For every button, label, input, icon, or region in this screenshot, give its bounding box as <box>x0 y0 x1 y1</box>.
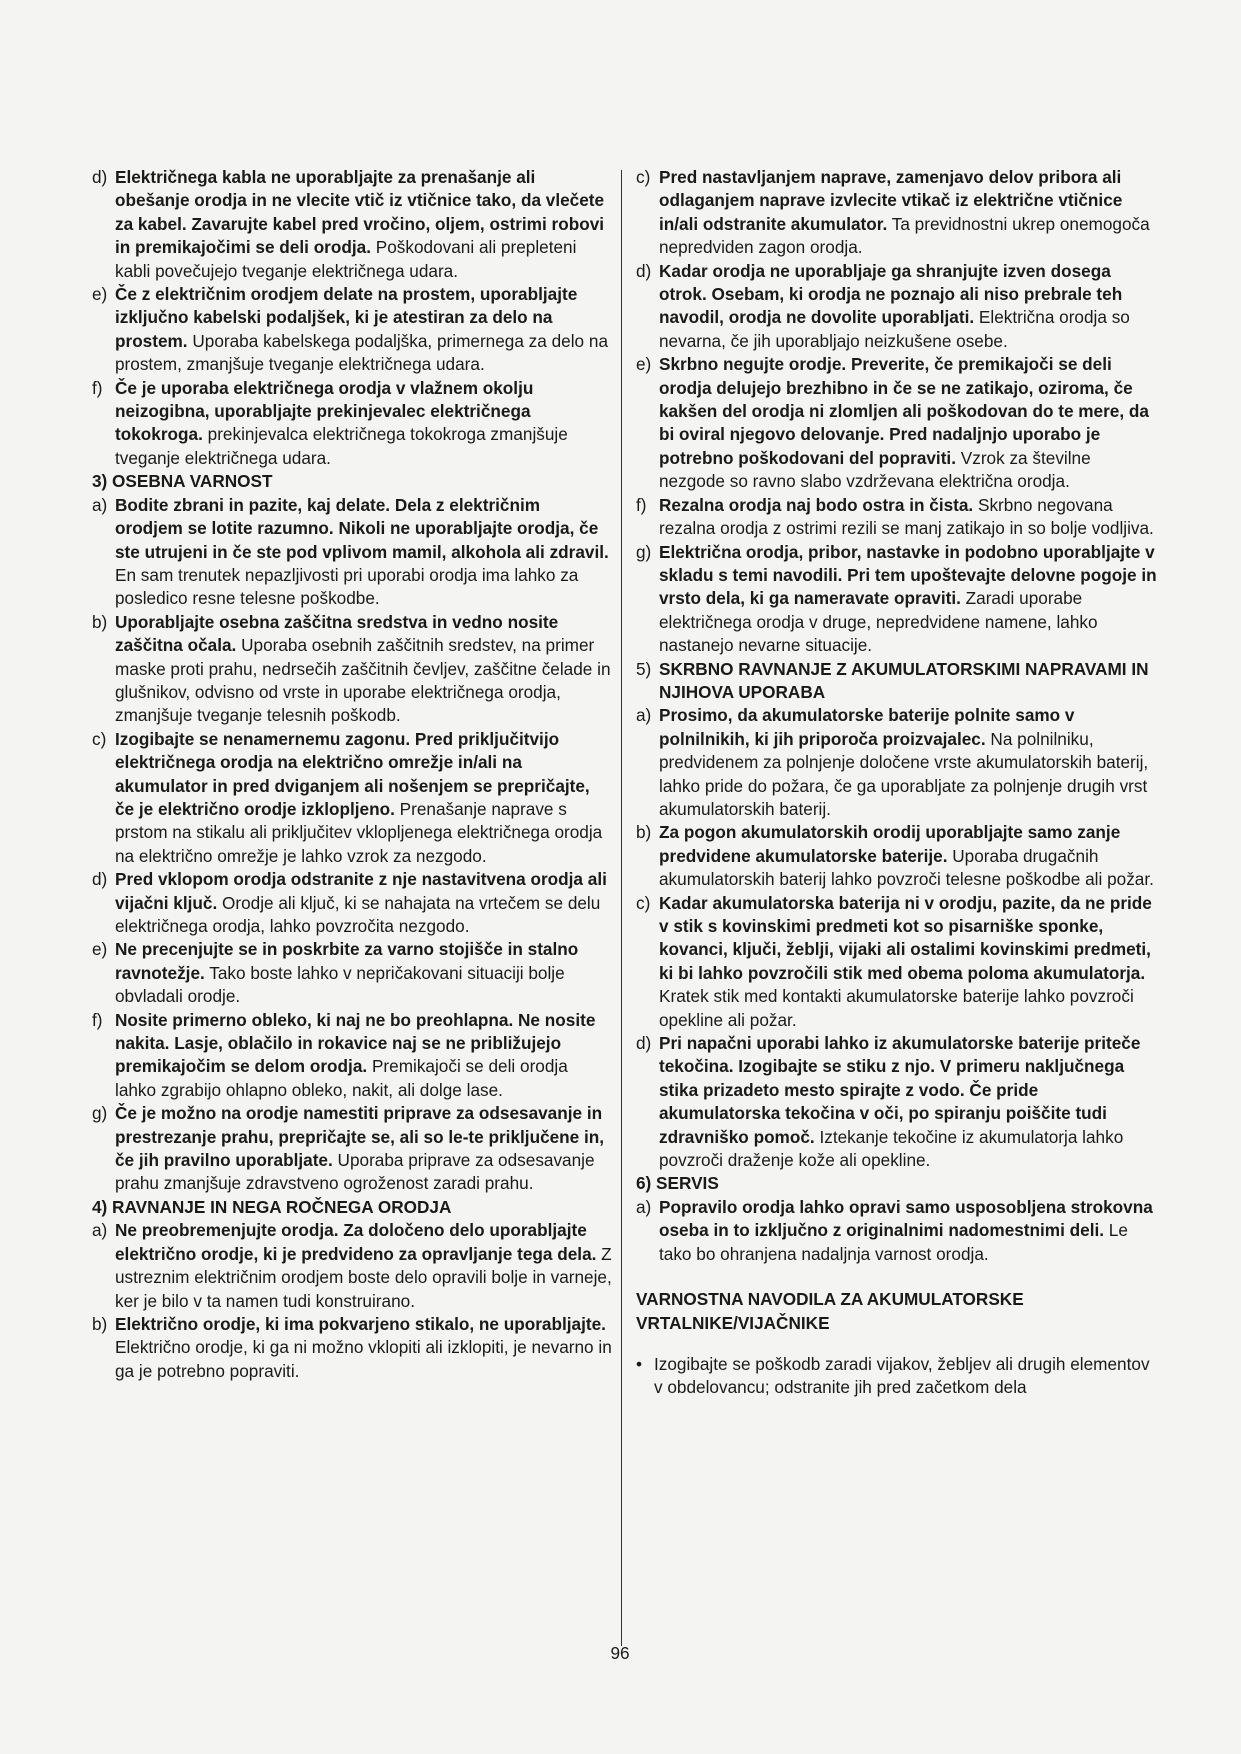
item-marker: b) <box>92 611 108 632</box>
item-text: Uporaba kabelskega podaljška, primernega za delo na prostem, zmanjšuje tveganje električnega udara. <box>115 330 608 375</box>
list-item <box>92 868 612 938</box>
item-bold-text: Pred vklopom orodja odstranite z nje nastavitvena orodja ali vijačni ključ. <box>115 869 607 913</box>
item-bold-text: Ne precenjujte se in poskrbite za varno stojišče in stalno ravnotežje. <box>115 939 579 983</box>
item-bold-text: Bodite zbrani in pazite, kaj delate. Dela z električnim orodjem se lotite razumno. Nikoli ne uporabljajte orodja, če ste utrujeni in če ste pod vplivom mamil, alkohola ali zdravil. <box>115 494 609 562</box>
item-bold-text: Nosite primerno obleko, ki naj ne bo preohlapna. Ne nosite nakita. Lasje, oblačilo in rokavice naj se ne približujejo premikajočim se delom orodja. <box>115 1009 596 1077</box>
item-text: Vzrok za številne nezgode so ravno slabo vzdrževana električna orodja. <box>659 447 1091 492</box>
list-item <box>92 494 612 611</box>
item-marker: c) <box>636 892 651 913</box>
list-item <box>636 166 1158 260</box>
item-text: Iztekanje tekočine iz akumulatorja lahko povzroči draženje kože ali opekline. <box>659 1126 1124 1171</box>
item-marker: g) <box>92 1103 108 1124</box>
item-bold-text: Pri napačni uporabi lahko iz akumulatorske baterije priteče tekočina. Izogibajte se stiku z njo. V primeru naključnega stika prizadeto mesto spirajte z vodo. Če pride akumulatorska tekočina v oči, po spiranju poiščite tudi zdravniško pomoč. <box>659 1033 1141 1147</box>
item-marker: d) <box>636 260 652 281</box>
item-marker: • <box>636 1353 643 1374</box>
item-marker: a) <box>636 1196 652 1217</box>
item-text: Na polnilniku, predvidenem za polnjenje določene vrste akumulatorskih baterij, lahko pride do požara, če ga uporabljate za polnjenje drugih vrst akumulatorskih baterij. <box>659 728 1149 819</box>
item-text: Premikajoči se deli orodja lahko zgrabijo ohlapno obleko, nakit, ali dolge lase. <box>115 1056 568 1100</box>
item-bold-text: Kadar akumulatorska baterija ni v orodju, pazite, da ne pride v stik s kovinskimi predmeti kot so pisarniške sponke, kovanci, ključi, žeblji, vijaki ali ostalimi kovinskimi predmeti, ki bi lahko povzročili stik med obema poloma akumulatorja. <box>659 892 1152 983</box>
list-item <box>636 658 1158 705</box>
item-text: Uporaba priprave za odsesavanje prahu zmanjšuje zdravstveno ogroženost zaradi prahu. <box>115 1150 595 1194</box>
column-divider <box>621 170 622 1646</box>
item-text: prekinjevalca električnega tokokroga zmanjšuje tveganje električnega udara. <box>115 424 568 468</box>
list-item <box>636 541 1158 658</box>
list-item <box>636 821 1158 891</box>
item-bold-text: Pred nastavljanjem naprave, zamenjavo delov pribora ali odlaganjem naprave izvlecite vtikač iz električne vtičnice in/ali odstranite akumulator. <box>659 167 1123 234</box>
list-item <box>92 938 612 1008</box>
item-marker: b) <box>636 822 652 843</box>
left-column <box>92 166 612 1383</box>
list-item <box>92 166 612 283</box>
list-item <box>636 353 1158 493</box>
item-bold-text: Električna orodja, pribor, nastavke in podobno uporabljajte v skladu s temi navodili. Pri tem upoštevajte delovne pogoje in vrsto dela, ki ga nameravate opraviti. <box>659 541 1157 609</box>
item-bold-text: Za pogon akumulatorskih orodij uporabljajte samo zanje predvidene akumulatorske baterije. <box>659 822 1121 866</box>
item-text: Uporaba osebnih zaščitnih sredstev, na primer maske proti prahu, nedrsečih zaščitnih čevljev, zaščitne čelade in glušnikov, odvisno od vrste in uporabe električnega orodja, zmanjšuje tveganje telesnih poškodb. <box>115 635 611 726</box>
item-text: Ta previdnostni ukrep onemogoča nepredviden zagon orodja. <box>659 213 1150 258</box>
bullet-item <box>636 1353 1158 1400</box>
item-text: Skrbno negovana rezalna orodja z ostrimi rezili se manj zatikajo in so bolje vodljiva. <box>659 494 1154 539</box>
item-text: Le tako bo ohranjena nadaljnja varnost orodja. <box>659 1220 1128 1264</box>
list-item <box>636 494 1158 541</box>
item-text: Električno orodje, ki ga ni možno vklopiti ali izklopiti, je nevarno in ga je potrebno popraviti. <box>115 1337 612 1381</box>
list-item <box>92 1313 612 1383</box>
list-item <box>636 260 1158 354</box>
item-text: Orodje ali ključ, ki se nahajata na vrtečem se delu električnega orodja, lahko povzročita nezgodo. <box>115 892 601 936</box>
item-marker: c) <box>92 728 107 749</box>
item-marker: f) <box>92 377 103 398</box>
item-marker: d) <box>636 1033 652 1054</box>
item-marker: a) <box>636 705 652 726</box>
list-item <box>636 892 1158 1032</box>
item-text: Zaradi uporabe električnega orodja v druge, nepredvidene namene, lahko nastanejo nevarne situacije. <box>659 588 1098 656</box>
item-text: Kratek stik med kontakti akumulatorske baterije lahko povzroči opekline ali požar. <box>659 986 1134 1030</box>
item-marker: d) <box>92 869 108 890</box>
section-heading: 3) OSEBNA VARNOST <box>92 471 273 492</box>
item-marker: f) <box>92 1009 103 1030</box>
item-bold-text: Rezalna orodja naj bodo ostra in čista. <box>659 494 974 515</box>
list-item <box>92 1009 612 1103</box>
list-item <box>92 728 612 868</box>
item-marker: d) <box>92 167 108 187</box>
item-bold-text: SKRBNO RAVNANJE Z AKUMULATORSKIMI NAPRAVAMI IN NJIHOVA UPORABA <box>659 658 1149 702</box>
item-bold-text: Če z električnim orodjem delate na prostem, uporabljajte izključno kabelski podaljšek, ki je atestiran za delo na prostem. <box>115 284 578 351</box>
item-marker: a) <box>92 1220 108 1241</box>
item-bold-text: Skrbno negujte orodje. Preverite, če premikajoči se deli orodja delujejo brezhibno in če se ne zatikajo, oziroma, če kakšen del orodja ni zlomljen ali poškodovan do te mere, da bi oviral njegovo delovanje. Pred nadaljnjo uporabo je potrebno poškodovani del popraviti. <box>659 354 1149 468</box>
item-marker: 5) <box>636 658 652 679</box>
list-item <box>92 1102 612 1196</box>
item-text: Poškodovani ali prepleteni kabli povečujejo tveganje električnega udara. <box>115 237 577 281</box>
item-bold-text: Prosimo, da akumulatorske baterije polnite samo v polnilnikih, ki jih priporoča proizvajalec. <box>659 705 1075 749</box>
list-item <box>92 1219 612 1313</box>
item-bold-text: Kadar orodja ne uporabljaje ga shranjujte izven dosega otrok. Osebam, ki orodja ne poznajo ali niso prebrale teh navodil, orodja ne dovolite uporabljati. <box>659 260 1123 328</box>
item-text: En sam trenutek nepazljivosti pri uporabi orodja ima lahko za posledico resne telesne poškodbe. <box>115 564 579 609</box>
item-bold-text: Uporabljajte osebna zaščitna sredstva in vedno nosite zaščitna očala. <box>115 611 559 656</box>
section-heading: 6) SERVIS <box>636 1173 719 1194</box>
list-item <box>636 1196 1158 1266</box>
item-marker: e) <box>92 939 108 960</box>
list-item <box>92 283 612 377</box>
list-item <box>636 704 1158 821</box>
item-bold-text: Če je uporaba električnega orodja v vlažnem okolju neizogibna, uporabljajte prekinjevalec električnega tokokroga. <box>115 377 534 445</box>
item-bold-text: Izogibajte se nenamernemu zagonu. Pred priključitvijo električnega orodja na električno omrežje in/ali na akumulator in pred dviganjem ali nošenjem se prepričajte, če je električno orodje izklopljeno. <box>115 728 590 819</box>
item-marker: c) <box>636 167 651 187</box>
list-item <box>92 377 612 471</box>
item-bold-text: Popravilo orodja lahko opravi samo usposobljena strokovna oseba in to izključno z originalnimi nadomestnimi deli. <box>659 1196 1153 1241</box>
section-title: VARNOSTNA NAVODILA ZA AKUMULATORSKE VRTALNIKE/VIJAČNIKE <box>636 1289 1024 1333</box>
item-text: Izogibajte se poškodb zaradi vijakov, žebljev ali drugih elementov v obdelovancu; odstranite jih pred začetkom dela <box>654 1353 1150 1398</box>
section-heading: 4) RAVNANJE IN NEGA ROČNEGA ORODJA <box>92 1196 452 1217</box>
item-marker: g) <box>636 541 652 562</box>
item-bold-text: Električno orodje, ki ima pokvarjeno stikalo, ne uporabljajte. <box>115 1313 606 1334</box>
item-text: Prenašanje naprave s prstom na stikalu ali priključitev vklopljenega električnega orodja na električno omrežje je lahko vzrok za nezgodo. <box>115 798 603 866</box>
item-marker: e) <box>636 354 652 375</box>
item-bold-text: Če je možno na orodje namestiti priprave za odsesavanje in prestrezanje prahu, prepričajte se, ali so le-te priključene in, če jih pravilno uporabljate. <box>115 1103 605 1171</box>
item-marker: f) <box>636 494 647 515</box>
page-number: 96 <box>610 1643 630 1663</box>
item-marker: e) <box>92 284 108 305</box>
item-marker: b) <box>92 1313 108 1334</box>
item-bold-text: Električnega kabla ne uporabljajte za prenašanje ali obešanje orodja in ne vlecite vtič iz vtičnice tako, da vlečete za kabel. Zavarujte kabel pred vročino, oljem, ostrimi robovi in premikajočimi se deli orodja. <box>115 167 605 258</box>
item-text: Uporaba drugačnih akumulatorskih baterij lahko povzroči telesne poškodbe ali požar. <box>659 845 1154 890</box>
list-item <box>636 1032 1158 1172</box>
list-item <box>92 611 612 728</box>
item-text: Tako boste lahko v nepričakovani situaciji bolje obvladali orodje. <box>115 962 565 1007</box>
right-column <box>636 166 1158 1400</box>
item-bold-text: Ne preobremenjujte orodja. Za določeno delo uporabljajte električno orodje, ki je predvideno za opravljanje tega dela. <box>115 1220 597 1264</box>
item-text: Z ustreznim električnim orodjem boste delo opravili bolje in varneje, ker je bilo v ta namen tudi konstruirano. <box>115 1243 612 1311</box>
item-text: Električna orodja so nevarna, če jih uporabljajo neizkušene osebe. <box>659 307 1130 351</box>
item-marker: a) <box>92 494 108 515</box>
